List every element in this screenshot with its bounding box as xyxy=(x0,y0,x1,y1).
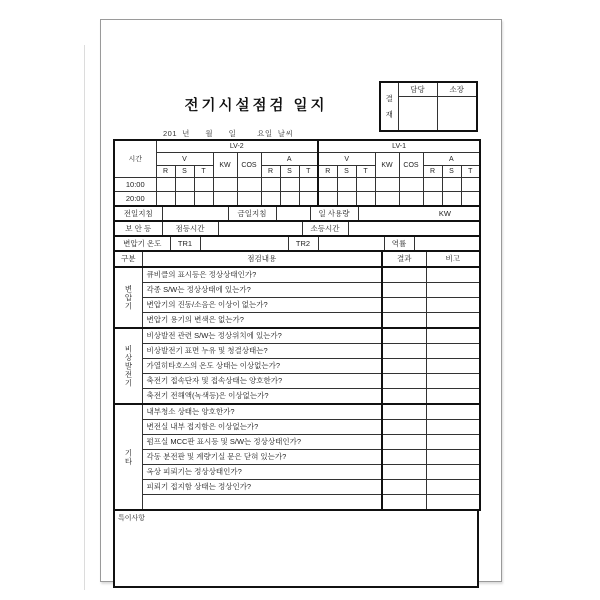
checklist-item: 펌프실 MCC판 표시등 및 S/W는 정상상태인가? xyxy=(142,435,382,450)
phase-header: T xyxy=(356,166,375,178)
blank-cell xyxy=(461,178,480,192)
result-cell xyxy=(382,344,426,359)
tr2-value xyxy=(318,236,384,251)
group-label-transformer: 변압기 xyxy=(114,267,142,328)
approval-col-staff: 담당 xyxy=(398,82,437,97)
phase-header: R xyxy=(261,166,280,178)
category-header: 구분 xyxy=(114,251,142,267)
security-light-label: 보 안 등 xyxy=(114,221,162,236)
approval-box xyxy=(379,81,478,132)
remark-cell xyxy=(426,435,480,450)
blank-cell xyxy=(237,178,261,192)
remark-cell xyxy=(426,359,480,374)
checklist-header-row xyxy=(114,251,480,267)
remark-cell xyxy=(426,450,480,465)
checklist-item: 옥상 피뢰기는 정상상태인가? xyxy=(142,465,382,480)
blank-cell xyxy=(442,178,461,192)
checklist-item: 내부청소 상태는 양호한가? xyxy=(142,404,382,420)
result-cell xyxy=(382,328,426,344)
transformer-temp-label: 변압기 온도 xyxy=(114,236,170,251)
meter-section-row xyxy=(114,140,480,153)
approval-col-director: 소장 xyxy=(437,82,477,97)
remark-cell xyxy=(426,374,480,389)
checklist-item: 각종 S/W는 정상상태에 있는가? xyxy=(142,283,382,298)
time-cell: 10:00 xyxy=(114,178,156,192)
time-cell: 20:00 xyxy=(114,192,156,207)
checklist-item: 큐비클의 표시등은 정상상태인가? xyxy=(142,267,382,283)
blank-cell xyxy=(156,178,175,192)
amp-header: A xyxy=(423,153,480,166)
phase-header: R xyxy=(318,166,337,178)
result-cell xyxy=(382,435,426,450)
checklist-item: 변전실 내부 접지함은 이상없는가? xyxy=(142,420,382,435)
meter-measure-row xyxy=(114,153,480,166)
tr2-label: TR2 xyxy=(288,236,318,251)
form-content xyxy=(113,139,479,588)
form-title: 전기시설점검 일지 xyxy=(184,98,328,114)
approval-sign-cell xyxy=(437,97,477,132)
blank-cell xyxy=(375,192,399,207)
result-cell xyxy=(382,480,426,495)
phase-header: R xyxy=(423,166,442,178)
checklist-item: 비상발전 관련 S/W는 정상위치에 있는가? xyxy=(142,328,382,344)
blank-cell xyxy=(194,192,213,207)
result-cell xyxy=(382,374,426,389)
tr1-value xyxy=(200,236,288,251)
checklist-row xyxy=(114,435,480,450)
checklist-row xyxy=(114,450,480,465)
remark-cell xyxy=(426,465,480,480)
remark-cell xyxy=(426,495,480,511)
volt-header: V xyxy=(156,153,213,166)
approval-sign-cell xyxy=(398,97,437,132)
checklist-table xyxy=(113,250,481,511)
checklist-row xyxy=(114,404,480,420)
checklist-row xyxy=(114,465,480,480)
blank-cell xyxy=(237,192,261,207)
phase-header: S xyxy=(175,166,194,178)
checklist-row xyxy=(114,389,480,405)
blank-cell xyxy=(194,178,213,192)
daily-usage-label: 일 사용량 xyxy=(310,206,358,221)
phase-header: R xyxy=(156,166,175,178)
result-cell xyxy=(382,404,426,420)
group-label-generator: 비상발전기 xyxy=(114,328,142,404)
meter-table xyxy=(113,139,481,207)
remark-cell xyxy=(426,298,480,313)
special-notes-box xyxy=(113,509,479,588)
checklist-item: 피뢰기 접지함 상태는 정상인가? xyxy=(142,480,382,495)
blank-cell xyxy=(356,178,375,192)
checklist-item: 각동 분전판 및 계량기실 문은 닫혀 있는가? xyxy=(142,450,382,465)
blank-cell xyxy=(375,178,399,192)
special-notes-label: 특이사항 xyxy=(118,515,146,522)
blank-cell xyxy=(442,192,461,207)
group-label-etc: 기타 xyxy=(114,404,142,510)
blank-cell xyxy=(399,178,423,192)
phase-header: S xyxy=(280,166,299,178)
blank-cell xyxy=(280,178,299,192)
remark-cell xyxy=(426,389,480,405)
power-factor-value xyxy=(414,236,480,251)
checklist-item: 축전기 접속단자 및 접속상태는 양호한가? xyxy=(142,374,382,389)
blank-cell xyxy=(337,178,356,192)
blank-cell xyxy=(356,192,375,207)
remark-cell xyxy=(426,404,480,420)
phase-header: S xyxy=(337,166,356,178)
approval-header-row xyxy=(380,82,477,97)
meter-data-row xyxy=(114,192,480,207)
phase-header: T xyxy=(299,166,318,178)
meter-phase-row xyxy=(114,166,480,178)
blank-cell xyxy=(318,178,337,192)
light-on-value xyxy=(218,221,302,236)
blank-cell xyxy=(213,178,237,192)
checklist-item: 가열히타호스의 온도 상태는 이상없는가? xyxy=(142,359,382,374)
result-cell xyxy=(382,495,426,511)
kw-header: KW xyxy=(375,153,399,178)
checklist-item: 비상발전기 표면 누유 및 청결상태는? xyxy=(142,344,382,359)
today-reading-value xyxy=(276,206,310,221)
result-cell xyxy=(382,283,426,298)
checklist-row xyxy=(114,420,480,435)
result-cell xyxy=(382,450,426,465)
checklist-row xyxy=(114,328,480,344)
power-factor-label: 역률 xyxy=(384,236,414,251)
remark-cell xyxy=(426,283,480,298)
date-line: 201 년 월 일 요일 날씨 xyxy=(163,128,293,141)
result-cell xyxy=(382,465,426,480)
section-header-lv2: LV-2 xyxy=(156,140,318,153)
daily-usage-unit: KW xyxy=(358,206,480,221)
checklist-item: 축전기 전해액(녹색등)은 이상없는가? xyxy=(142,389,382,405)
checklist-row xyxy=(114,283,480,298)
remark-cell xyxy=(426,267,480,283)
remark-cell xyxy=(426,420,480,435)
blank-cell xyxy=(261,178,280,192)
remark-cell xyxy=(426,344,480,359)
checklist-row xyxy=(114,359,480,374)
checklist-row xyxy=(114,480,480,495)
checklist-row xyxy=(114,313,480,329)
checklist-row xyxy=(114,495,480,511)
remark-cell xyxy=(426,328,480,344)
result-cell xyxy=(382,359,426,374)
cos-header: COS xyxy=(399,153,423,178)
result-cell xyxy=(382,267,426,283)
blank-cell xyxy=(213,192,237,207)
scan-artifact-line xyxy=(84,45,85,590)
light-off-value xyxy=(348,221,480,236)
blank-cell xyxy=(299,192,318,207)
time-column-header: 시간 xyxy=(114,140,156,178)
blank-cell xyxy=(280,192,299,207)
blank-cell xyxy=(299,178,318,192)
form-page xyxy=(100,19,502,582)
blank-cell xyxy=(175,178,194,192)
tr1-label: TR1 xyxy=(170,236,200,251)
amp-header: A xyxy=(261,153,318,166)
result-cell xyxy=(382,389,426,405)
prev-reading-label: 전일지침 xyxy=(114,206,162,221)
volt-header: V xyxy=(318,153,375,166)
checklist-row xyxy=(114,298,480,313)
today-reading-label: 금일지침 xyxy=(228,206,276,221)
blank-cell xyxy=(261,192,280,207)
cos-header: COS xyxy=(237,153,261,178)
light-on-label: 점등시간 xyxy=(162,221,218,236)
checklist-item: 변압기의 진동/소음은 이상이 없는가? xyxy=(142,298,382,313)
meter-data-row xyxy=(114,178,480,192)
blank-cell xyxy=(318,192,337,207)
blank-cell xyxy=(399,192,423,207)
remark-cell xyxy=(426,480,480,495)
section-header-lv1: LV-1 xyxy=(318,140,480,153)
blank-cell xyxy=(337,192,356,207)
prev-reading-value xyxy=(162,206,228,221)
blank-cell xyxy=(423,192,442,207)
result-header: 결과 xyxy=(382,251,426,267)
blank-cell xyxy=(156,192,175,207)
phase-header: S xyxy=(442,166,461,178)
remark-header: 비고 xyxy=(426,251,480,267)
blank-cell xyxy=(461,192,480,207)
result-cell xyxy=(382,298,426,313)
approval-stamp-label: 결 재 xyxy=(380,82,398,131)
kw-header: KW xyxy=(213,153,237,178)
checklist-row xyxy=(114,344,480,359)
light-off-label: 소등시간 xyxy=(302,221,348,236)
blank-cell xyxy=(423,178,442,192)
checklist-row xyxy=(114,374,480,389)
phase-header: T xyxy=(194,166,213,178)
content-header: 점검내용 xyxy=(142,251,382,267)
result-cell xyxy=(382,420,426,435)
checklist-item: 변압기 용기의 변색은 없는가? xyxy=(142,313,382,329)
result-cell xyxy=(382,313,426,329)
checklist-row xyxy=(114,267,480,283)
phase-header: T xyxy=(461,166,480,178)
checklist-item xyxy=(142,495,382,511)
blank-cell xyxy=(175,192,194,207)
remark-cell xyxy=(426,313,480,329)
